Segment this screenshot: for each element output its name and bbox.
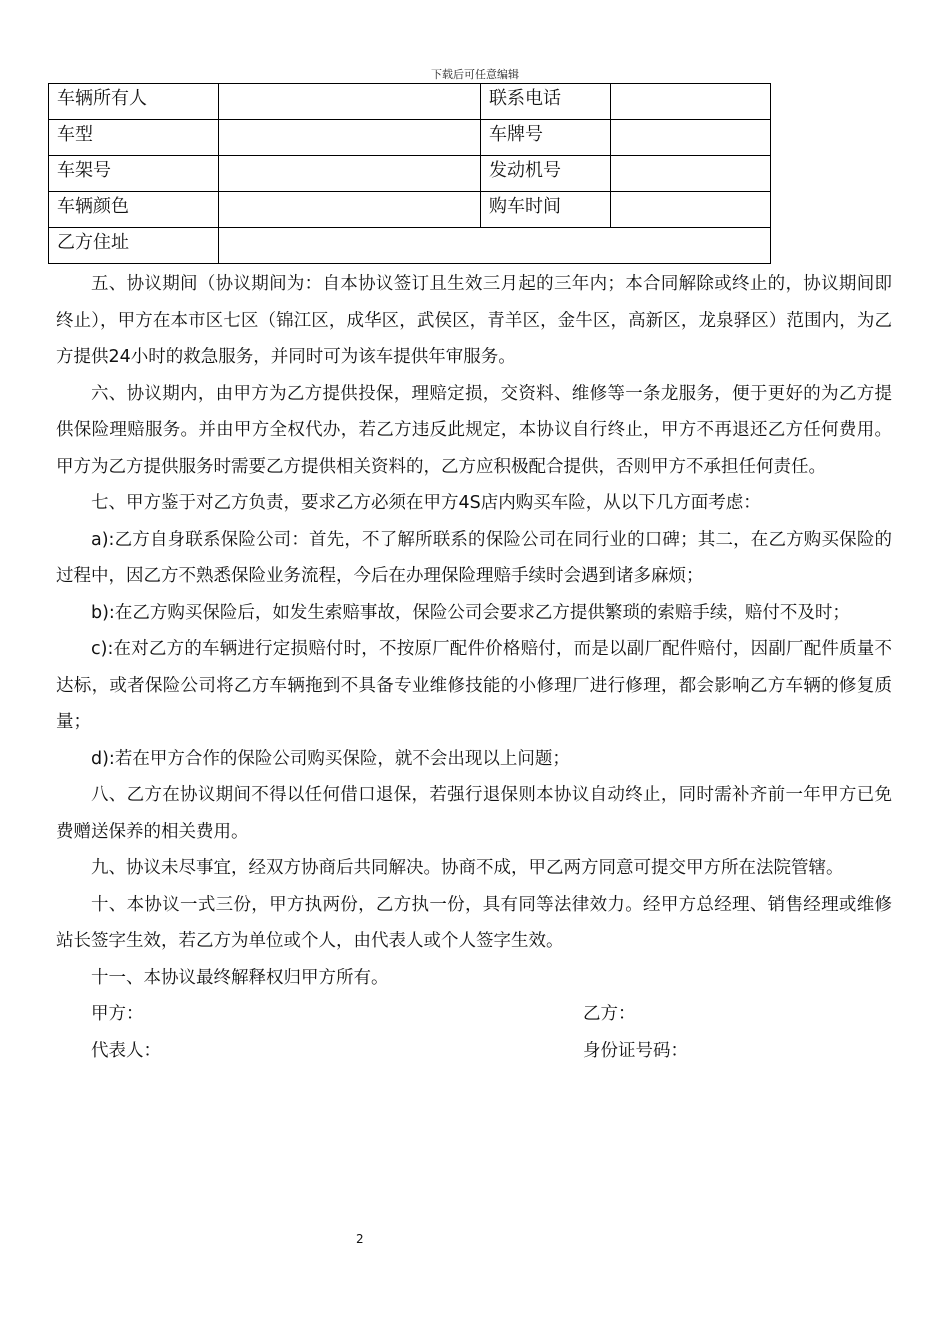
address-label: 乙方住址 — [49, 228, 219, 264]
clause-11: 十一、本协议最终解释权归甲方所有。 — [91, 967, 389, 988]
table-row — [49, 156, 771, 192]
clause-7d: d):若在甲方合作的保险公司购买保险，就不会出现以上问题； — [91, 748, 570, 769]
table-row — [49, 84, 771, 120]
engine-label: 发动机号 — [481, 156, 611, 192]
vehicle-info-table — [48, 83, 771, 264]
owner-label: 车辆所有人 — [49, 84, 219, 120]
model-value[interactable] — [219, 120, 481, 156]
id-number-label: 身份证号码： — [583, 1040, 688, 1061]
plate-value[interactable] — [611, 120, 771, 156]
phone-value[interactable] — [611, 84, 771, 120]
agreement-body — [56, 266, 892, 1069]
table-row — [49, 192, 771, 228]
clause-9: 九、协议未尽事宜，经双方协商后共同解决。协商不成，甲乙两方同意可提交甲方所在法院管辖。 — [91, 858, 844, 878]
model-label: 车型 — [49, 120, 219, 156]
page-number: 2 — [356, 1232, 364, 1246]
clause-5: 五、协议期间（协议期间为：自本协议签订且生效三月起的三年内；本合同解除或终止的，协议期间即终止），甲方在本市区七区（锦江区，成华区，武侯区，青羊区，金牛区，高新区，龙泉驿区）范围内，为乙方提供24小时的救急服务，并同时可为该车提供年审服务。 — [56, 274, 892, 367]
clause-7c: c):在对乙方的车辆进行定损赔付时，不按原厂配件价格赔付，而是以副厂配件赔付，因副厂配件质量不达标，或者保险公司将乙方车辆拖到不具备专业维修技能的小修理厂进行修理，都会影响乙方车辆的修复质量； — [56, 639, 892, 732]
signature-row-representatives — [56, 1033, 892, 1070]
representative-label: 代表人： — [91, 1040, 161, 1061]
phone-label: 联系电话 — [481, 84, 611, 120]
plate-label: 车牌号 — [481, 120, 611, 156]
clause-8: 八、乙方在协议期间不得以任何借口退保，若强行退保则本协议自动终止，同时需补齐前一年甲方已免费赠送保养的相关费用。 — [56, 785, 892, 842]
color-value[interactable] — [219, 192, 481, 228]
address-value[interactable] — [219, 228, 771, 264]
header-note: 下载后可任意编辑 — [431, 68, 519, 81]
color-label: 车辆颜色 — [49, 192, 219, 228]
clause-7a: a):乙方自身联系保险公司：首先，不了解所联系的保险公司在同行业的口碑；其二，在乙方购买保险的过程中，因乙方不熟悉保险业务流程，今后在办理保险理赔手续时会遇到诸多麻烦； — [56, 529, 892, 586]
purchase-date-label: 购车时间 — [481, 192, 611, 228]
clause-7: 七、甲方鉴于对乙方负责，要求乙方必须在甲方4S店内购买车险，从以下几方面考虑： — [91, 493, 761, 513]
purchase-date-value[interactable] — [611, 192, 771, 228]
table-row — [49, 228, 771, 264]
vin-value[interactable] — [219, 156, 481, 192]
engine-value[interactable] — [611, 156, 771, 192]
clause-7b: b):在乙方购买保险后，如发生索赔事故，保险公司会要求乙方提供繁琐的索赔手续，赔付不及时； — [91, 602, 850, 623]
party-a-label: 甲方： — [91, 1004, 144, 1024]
party-b-label: 乙方： — [583, 1004, 636, 1024]
table-row — [49, 120, 771, 156]
clause-10: 十、本协议一式三份，甲方执两份，乙方执一份，具有同等法律效力。经甲方总经理、销售经理或维修站长签字生效，若乙方为单位或个人，由代表人或个人签字生效。 — [56, 894, 892, 951]
signature-row-parties — [56, 996, 892, 1033]
vin-label: 车架号 — [49, 156, 219, 192]
clause-6: 六、协议期内，由甲方为乙方提供投保，理赔定损，交资料、维修等一条龙服务，便于更好的为乙方提供保险理赔服务。并由甲方全权代办，若乙方违反此规定，本协议自行终止，甲方不再退还乙方任何费用。甲方为乙方提供服务时需要乙方提供相关资料的，乙方应积极配合提供，否则甲方不承担任何责任。 — [56, 383, 892, 477]
owner-value[interactable] — [219, 84, 481, 120]
